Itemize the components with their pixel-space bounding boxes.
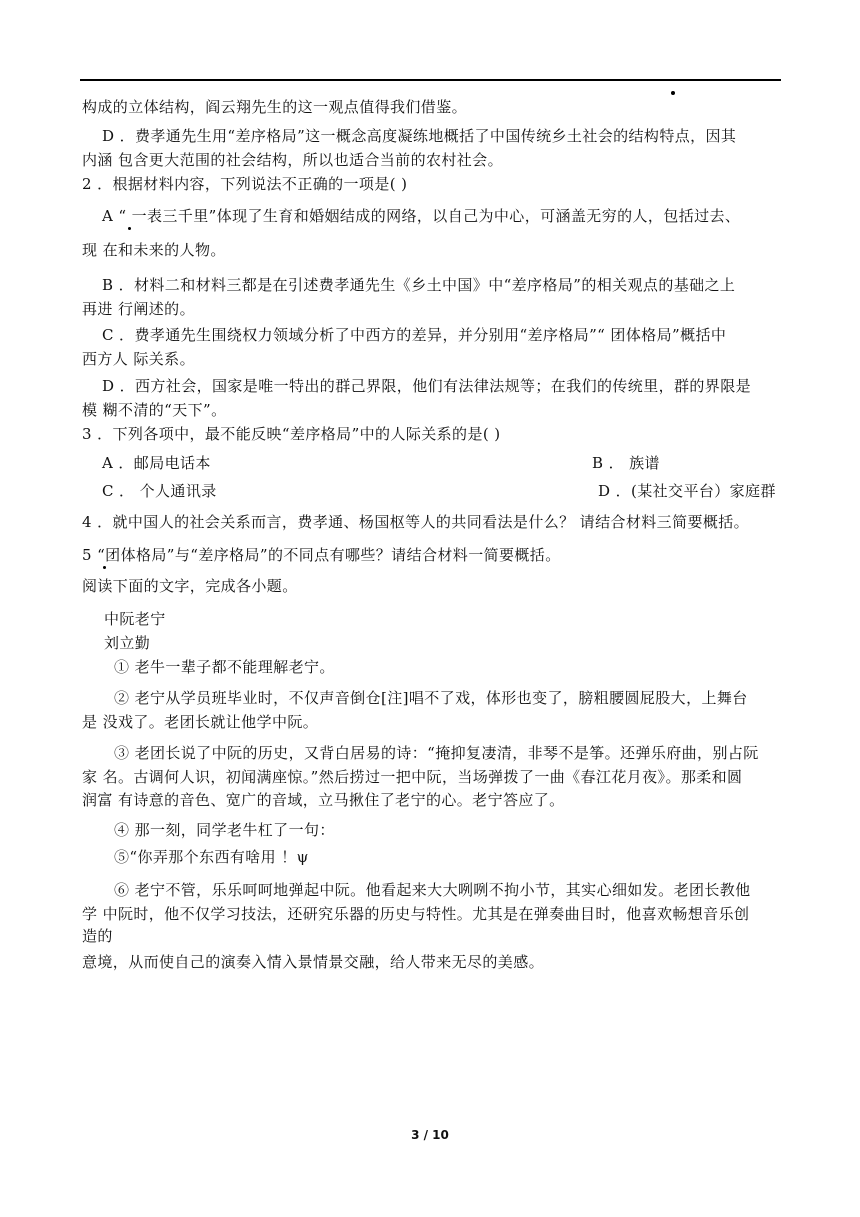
option-a: A ．邮局电话本 [102,454,211,472]
text-line: 学 中阮时，他不仅学习技法，还研究乐器的历史与特性。尤其是在弹奏曲目时，他喜欢畅想音乐创 [82,905,750,923]
text-line: 现 在和未来的人物。 [82,241,226,259]
paragraph-2: ② 老宁从学员班毕业时，不仅声音倒仓[注]唱不了戏，体形也变了，膀粗腰圆屁股大，上舞台 [114,689,748,707]
story-title: 中阮老宁 [104,610,166,628]
option-c-line: C ．费孝通先生围绕权力领域分析了中西方的差异，并分别用“差序格局”“ 团体格局”概括中 [102,326,727,344]
text-line: 模 糊不清的“天下”。 [82,401,227,419]
question-3: 3 ．下列各项中，最不能反映“差序格局”中的人际关系的是( ) [82,425,501,443]
paragraph-1: ① 老牛一辈子都不能理解老宁。 [114,658,335,676]
header-rule [80,79,781,81]
question-4: 4 ．就中国人的社会关系而言，费孝通、杨国枢等人的共同看法是什么？ 请结合材料三简要概括。 [82,513,750,531]
page-number: 3 / 10 [411,1128,449,1142]
question-2: 2 ．根据材料内容，下列说法不正确的一项是( ) [82,175,408,193]
option-a-line: A “ 一表三千里”体现了生育和婚姻结成的网络，以自己为中心，可涵盖无穷的人，包括过去、 [102,207,741,225]
text-line: 润富 有诗意的音色、宽广的音域，立马揪住了老宁的心。老宁答应了。 [82,791,565,809]
text-line: 造的 [82,927,113,945]
story-author: 刘立勤 [104,634,151,652]
emphasis-dot [128,227,131,230]
emphasis-dot [103,566,106,569]
text-line: 家 名。古调何人识，初闻满座惊。”然后捞过一把中阮，当场弹拨了一曲《春江花月夜》。那柔和圆 [82,768,743,786]
option-b-line: B ．材料二和材料三都是在引述费孝通先生《乡土中国》中“差序格局”的相关观点的基础之上 [102,276,736,294]
text-line: 内涵 包含更大范围的社会结构，所以也适合当前的农村社会。 [82,151,503,169]
option-c: C ． 个人通讯录 [102,482,217,500]
paragraph-3: ③ 老团长说了中阮的历史，又背白居易的诗：“掩抑复凄清，非琴不是筝。还弹乐府曲，别占阮 [114,744,759,762]
header-dot [671,91,675,95]
option-d-line: D ．费孝通先生用“差序格局”这一概念高度凝练地概括了中国传统乡土社会的结构特点，因其 [102,127,737,145]
text-line: 再进 行阐述的。 [82,300,195,318]
paragraph-6: ⑥ 老宁不管，乐乐呵呵地弹起中阮。他看起来大大咧咧不拘小节，其实心细如发。老团长教他 [114,881,751,899]
text-line: 西方人 际关系。 [82,350,195,368]
option-b: B ． 族谱 [592,454,660,472]
text-line: 是 没戏了。老团长就让他学中阮。 [82,713,319,731]
question-5: 5 “团体格局”与“差序格局”的不同点有哪些？请结合材料一简要概括。 [82,546,561,564]
reading-instruction: 阅读下面的文字，完成各小题。 [82,577,298,595]
option-d-line: D ．西方社会，国家是唯一特出的群己界限，他们有法律法规等；在我们的传统里，群的界限是 [102,377,751,395]
text-line: 构成的立体结构，阎云翔先生的这一观点值得我们借鉴。 [82,98,468,116]
text-line: 意境，从而使自己的演奏入情入景情景交融，给人带来无尽的美感。 [82,953,545,971]
option-d: D ．(某社交平台）家庭群 [598,482,776,500]
paragraph-4: ④ 那一刻，同学老牛杠了一句： [114,821,335,839]
paragraph-5: ⑤“你弄那个东西有啥用 ！ψ [114,848,309,866]
